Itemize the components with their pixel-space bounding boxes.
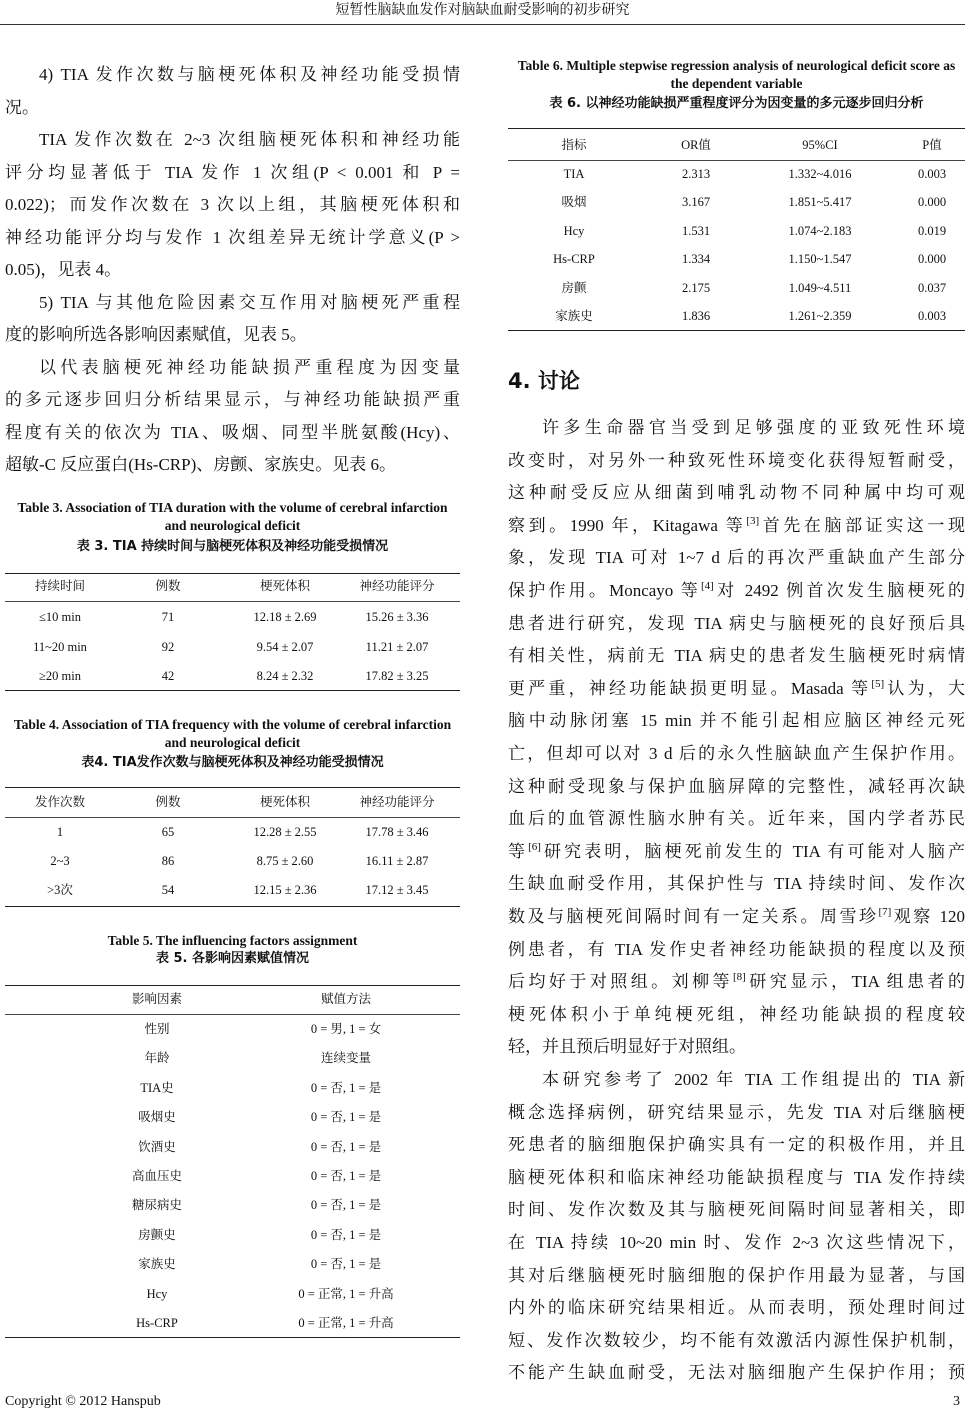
- text-segment: 不能产生缺血耐受，无法对脑细胞产生保护作用；预: [508, 1363, 965, 1383]
- table-cell: 2.175: [681, 280, 711, 295]
- table-cell: Hcy: [146, 1286, 168, 1301]
- table-cell: 54: [161, 883, 175, 897]
- citation-ref: [6]: [528, 840, 541, 853]
- table-rule: [5, 906, 460, 907]
- text-segment: 概念选择病例，研究结果显示，先发 TIA 对后继脑梗: [508, 1102, 965, 1122]
- text-line: [508, 1097, 965, 1129]
- table-cell: 8.24 ± 2.32: [256, 669, 314, 683]
- text-line: [508, 1129, 965, 1161]
- text-line: [508, 477, 965, 509]
- text-segment: 程度有关的依次为 TIA、吸烟、同型半胱氨酸(Hcy)、: [5, 422, 460, 442]
- table-cell: 11~20 min: [33, 639, 87, 654]
- table-cell: 2~3: [50, 854, 70, 868]
- text-line: [39, 287, 460, 319]
- table-cell: Hcy: [563, 223, 585, 238]
- column-header: 影响因素: [131, 992, 183, 1006]
- table-rule: [5, 817, 460, 818]
- table-cell: 糖尿病史: [131, 1198, 183, 1213]
- text-line: [508, 999, 965, 1031]
- section-heading-discussion: 4. 讨论: [508, 369, 580, 393]
- page-number: 3: [953, 1394, 960, 1409]
- text-segment: 象，发现 TIA 可对 1~7 d 后的再次严重缺血产生部分: [508, 548, 965, 568]
- column-header: 例数: [155, 795, 181, 809]
- table-cell: 0 = 男, 1 = 女: [310, 1022, 382, 1036]
- text-segment: 后均好于对照组。刘柳等: [508, 972, 733, 992]
- table-cell: 0 = 否, 1 = 是: [310, 1139, 382, 1154]
- table-rule: [508, 330, 965, 331]
- column-header: 发作次数: [34, 795, 86, 809]
- citation-ref: [4]: [701, 580, 714, 592]
- running-header: 短暂性脑缺血发作对脑缺血耐受影响的初步研究: [335, 3, 630, 18]
- table-cell: 1.332~4.016: [788, 167, 852, 181]
- table-cell: 12.18 ± 2.69: [253, 610, 317, 624]
- text-segment: 在 TIA 持续 10~20 min 时、发作 2~3 次这些情况下，: [508, 1233, 965, 1252]
- table-cell: 性别: [144, 1022, 170, 1036]
- text-segment: 脑梗死体积和临床神经功能缺损程度与 TIA 发作持续: [508, 1167, 965, 1187]
- table-cell: 吸烟史: [138, 1110, 176, 1125]
- table-cell: 17.12 ± 3.45: [365, 883, 429, 897]
- table-rule: [5, 1014, 460, 1015]
- table-cell: 17.82 ± 3.25: [365, 669, 429, 683]
- table-cell: 12.28 ± 2.55: [253, 825, 317, 839]
- table-cell: 0.037: [917, 280, 947, 295]
- table-cell: 房颤史: [138, 1227, 176, 1242]
- table-cell: 1.049~4.511: [788, 280, 852, 295]
- text-segment: 内外的临床研究结果相近。从而表明，预处理时间过: [508, 1298, 965, 1318]
- text-line: [39, 124, 460, 156]
- text-line: [5, 222, 460, 254]
- table-cell: 9.54 ± 2.07: [256, 639, 314, 654]
- table-cell: 65: [161, 825, 175, 839]
- text-line: [508, 1292, 965, 1324]
- text-line: [508, 542, 965, 574]
- table-cell: 92: [161, 639, 175, 654]
- text-segment: 本研究参考了 2002 年 TIA 工作组提出的 TIA 新: [542, 1070, 965, 1089]
- table-cell: 42: [161, 669, 175, 683]
- text-line: [5, 189, 460, 221]
- text-line: [508, 1325, 965, 1357]
- table-cell: 1.261~2.359: [788, 309, 852, 323]
- text-line: [508, 608, 965, 640]
- table-cell: 3.167: [681, 195, 711, 210]
- table-rule: [5, 1337, 460, 1338]
- column-header: 赋值方法: [320, 992, 372, 1006]
- text-segment: 以代表脑梗死神经功能缺损严重程度为因变量: [39, 357, 460, 377]
- text-segment: 死患者的脑细胞保护确实具有一定的积极作用，并且: [508, 1135, 965, 1155]
- table-cell: 吸烟: [561, 195, 587, 210]
- text-line: [39, 352, 460, 384]
- table-cell: 1.531: [681, 223, 711, 238]
- text-segment: 轻，并且预后明显好于对照组。: [508, 1037, 746, 1057]
- text-segment: TIA 发作次数在 2~3 次组脑梗死体积和神经功能: [39, 130, 460, 149]
- text-segment: 脑中动脉闭塞 15 min 并不能引起相应脑区神经元死: [508, 711, 965, 731]
- table-cell: 86: [161, 854, 175, 868]
- table-cell: 17.78 ± 3.46: [365, 825, 429, 839]
- text-line: [508, 1031, 965, 1063]
- text-line: [508, 738, 965, 770]
- text-line: [508, 771, 965, 803]
- text-line: [508, 1162, 965, 1194]
- table-cell: 0.019: [917, 223, 947, 238]
- table-rule: [5, 787, 460, 788]
- text-line: [508, 673, 965, 705]
- text-line: [508, 445, 965, 477]
- text-segment: 患者进行研究，发现 TIA 病史与脑梗死的良好预后具: [508, 613, 965, 633]
- text-segment: 的多元逐步回归分析结果显示，与神经功能缺损严重: [5, 390, 460, 409]
- citation-ref: [8]: [733, 971, 746, 984]
- text-segment: 血后的血管源性脑水肿有关。近年来，国内学者苏民: [508, 809, 965, 829]
- text-segment: 度的影响所选各影响因素赋值，见表 5。: [5, 325, 307, 344]
- text-segment: 这种耐受反应从细菌到哺乳动物不同种属中均可观: [508, 483, 965, 503]
- text-line: [508, 640, 965, 672]
- text-line: [508, 934, 965, 966]
- table-cell: 71: [161, 610, 175, 624]
- table-caption-en: Table 3. Association of TIA duration with the volume of cerebral infarction and neurological deficit: [17, 500, 448, 533]
- text-segment: 保护作用。Moncayo 等: [508, 581, 702, 600]
- text-segment: 亡，但却可以对 3 d 后的永久性脑缺血产生保护作用。: [508, 744, 965, 763]
- text-segment: 等: [508, 841, 529, 861]
- table-cell: TIA: [563, 167, 585, 181]
- text-segment: 况。: [5, 97, 39, 117]
- table-caption-en: Table 6. Multiple stepwise regression analysis of neurological deficit score as the dependent variable: [517, 58, 956, 91]
- table-cell: 连续变量: [320, 1051, 372, 1066]
- table-cell: 0 = 否, 1 = 是: [310, 1227, 382, 1242]
- table-cell: 0 = 否, 1 = 是: [310, 1198, 382, 1213]
- text-segment: 观察 120: [891, 907, 965, 926]
- citation-ref: [5]: [871, 677, 885, 690]
- table-cell: 15.26 ± 3.36: [365, 610, 429, 624]
- text-segment: 0.05)，见表 4。: [5, 260, 122, 279]
- text-segment: 改变时，对另外一种致死性环境变化获得短暂耐受，: [508, 450, 965, 470]
- table-cell: 0 = 否, 1 = 是: [310, 1110, 382, 1125]
- table-cell: 0 = 否, 1 = 是: [310, 1080, 382, 1095]
- text-line: [508, 705, 965, 737]
- column-header: 例数: [155, 579, 181, 593]
- column-header: 梗死体积: [259, 579, 311, 593]
- table-cell: 0.000: [917, 195, 947, 210]
- table-cell: TIA史: [140, 1080, 174, 1095]
- text-segment: 4) TIA 发作次数与脑梗死体积及神经功能受损情: [39, 65, 460, 84]
- table-cell: 1.334: [681, 252, 711, 267]
- table-caption-cn: 表4. TIA发作次数与脑梗死体积及神经功能受损情况: [81, 755, 384, 770]
- text-line: [39, 59, 460, 91]
- table-cell: 0.003: [917, 167, 947, 181]
- text-line: [5, 92, 460, 124]
- text-segment: 首先在脑部证实这一现: [759, 515, 965, 535]
- table-cell: 12.15 ± 2.36: [253, 883, 317, 897]
- text-segment: 这种耐受现象与保护血脑屏障的完整性，减轻再次缺: [508, 776, 965, 796]
- text-segment: 超敏-C 反应蛋白(Hs-CRP)、房颤、家族史。见表 6。: [5, 455, 397, 474]
- table-cell: 年龄: [144, 1051, 170, 1066]
- table-rule: [5, 985, 460, 986]
- table-cell: 1.150~1.547: [788, 252, 852, 267]
- table-cell: Hs-CRP: [136, 1316, 178, 1330]
- text-segment: 数及与脑梗死间隔时间有一定关系。周雪珍: [508, 907, 879, 926]
- table-cell: 0.000: [917, 252, 947, 267]
- table-cell: ≥20 min: [39, 669, 81, 683]
- text-segment: 生缺血耐受作用，其保护性与 TIA 持续时间、发作次: [508, 874, 965, 894]
- text-segment: 对 2492 例首次发生脑梗死的: [713, 581, 965, 600]
- text-line: [508, 803, 965, 835]
- text-segment: 研究显示，TIA 组患者的: [745, 972, 965, 992]
- text-segment: 认为，大: [884, 678, 965, 698]
- table-cell: 家族史: [138, 1257, 176, 1272]
- table-cell: 家族史: [555, 309, 593, 323]
- table-cell: 11.21 ± 2.07: [365, 639, 429, 654]
- column-header: OR值: [681, 138, 711, 152]
- table-caption-en: Table 4. Association of TIA frequency with the volume of cerebral infarction and neurological deficit: [13, 717, 452, 750]
- text-segment: 0.022)；而发作次数在 3 次以上组，其脑梗死体积和: [5, 195, 460, 214]
- citation-ref: [7]: [878, 906, 892, 918]
- text-segment: 5) TIA 与其他危险因素交互作用对脑梗死严重程: [39, 292, 460, 312]
- text-line: [5, 319, 460, 351]
- text-segment: 梗死体积小于单纯梗死组，神经功能缺损的程度较: [508, 1004, 965, 1024]
- text-segment: 短、发作次数较少，均不能有效激活内源性保护机制，: [508, 1330, 965, 1350]
- copyright: Copyright © 2012 Hanspub: [5, 1394, 161, 1409]
- table-cell: 1.836: [681, 309, 711, 323]
- text-segment: 例患者，有 TIA 发作史者神经功能缺损的程度以及预: [508, 939, 965, 959]
- column-header: 梗死体积: [259, 795, 311, 809]
- text-line: [508, 575, 965, 607]
- column-header: 95%CI: [802, 138, 838, 152]
- table-cell: >3次: [47, 883, 73, 897]
- table-cell: 1: [56, 825, 64, 839]
- text-segment: 其对后继脑梗死时脑细胞的保护作用最为显著，与国: [508, 1265, 965, 1285]
- text-line: [542, 1064, 965, 1096]
- text-line: [508, 901, 965, 933]
- text-segment: 许多生命器官当受到足够强度的亚致死性环境: [542, 418, 965, 437]
- text-segment: 察到。1990 年，Kitagawa 等: [508, 515, 747, 535]
- text-segment: 评分均显著低于 TIA 发作 1 次组(P < 0.001 和 P =: [5, 162, 460, 182]
- table-cell: 房颤: [561, 280, 587, 295]
- table-cell: 0 = 正常, 1 = 升高: [298, 1316, 394, 1330]
- header-rule: [0, 24, 965, 25]
- table-cell: 1.851~5.417: [788, 195, 852, 210]
- table-cell: 16.11 ± 2.87: [365, 854, 429, 868]
- text-line: [5, 157, 460, 189]
- table-cell: 饮酒史: [138, 1139, 176, 1154]
- column-header: P值: [922, 138, 942, 152]
- text-line: [508, 966, 965, 998]
- table-rule: [5, 573, 460, 574]
- table-rule: [5, 601, 460, 602]
- text-line: [5, 449, 460, 481]
- table-cell: 0 = 否, 1 = 是: [310, 1257, 382, 1272]
- text-line: [508, 1194, 965, 1226]
- table-cell: Hs-CRP: [553, 252, 595, 267]
- table-rule: [508, 160, 965, 161]
- table-cell: 8.75 ± 2.60: [256, 854, 314, 868]
- table-caption-cn: 表 6. 以神经功能缺损严重程度评分为因变量的多元逐步回归分析: [549, 96, 924, 111]
- table-cell: 1.074~2.183: [788, 223, 852, 238]
- table-cell: 2.313: [681, 167, 711, 181]
- table-cell: 高血压史: [131, 1169, 183, 1183]
- table-cell: 0.003: [917, 309, 947, 323]
- text-segment: 研究表明，脑梗死前发生的 TIA 有可能对人脑产: [540, 841, 965, 861]
- column-header: 神经功能评分: [359, 579, 435, 593]
- text-segment: 有相关性，病前无 TIA 病史的患者发生脑梗死时病情: [508, 646, 965, 666]
- column-header: 指标: [561, 138, 587, 152]
- text-line: [508, 510, 965, 542]
- text-segment: 时间、发作次数及其与脑梗死间隔时间显著相关，即: [508, 1200, 965, 1220]
- text-line: [5, 254, 460, 286]
- table-caption-en: Table 5. The influencing factors assignment: [107, 933, 358, 948]
- table-cell: 0 = 正常, 1 = 升高: [298, 1286, 394, 1301]
- table-caption-cn: 表 3. TIA 持续时间与脑梗死体积及神经功能受损情况: [76, 539, 389, 554]
- column-header: 持续时间: [34, 579, 86, 593]
- text-line: [508, 1260, 965, 1292]
- text-line: [5, 384, 460, 416]
- text-line: [5, 417, 460, 449]
- table-caption-cn: 表 5. 各影响因素赋值情况: [155, 951, 310, 966]
- table-rule: [5, 690, 460, 691]
- text-line: [508, 1227, 965, 1259]
- table-rule: [508, 128, 965, 129]
- text-line: [508, 1357, 965, 1389]
- table-cell: 0 = 否, 1 = 是: [310, 1169, 382, 1183]
- text-segment: 更严重，神经功能缺损更明显。Masada 等: [508, 678, 872, 698]
- table-cell: ≤10 min: [39, 610, 81, 624]
- citation-ref: [3]: [746, 514, 760, 527]
- text-line: [542, 412, 965, 444]
- column-header: 神经功能评分: [359, 795, 435, 809]
- text-line: [508, 868, 965, 900]
- text-segment: 神经功能评分均与发作 1 次组差异无统计学意义(P >: [5, 227, 460, 247]
- text-line: [508, 836, 965, 868]
